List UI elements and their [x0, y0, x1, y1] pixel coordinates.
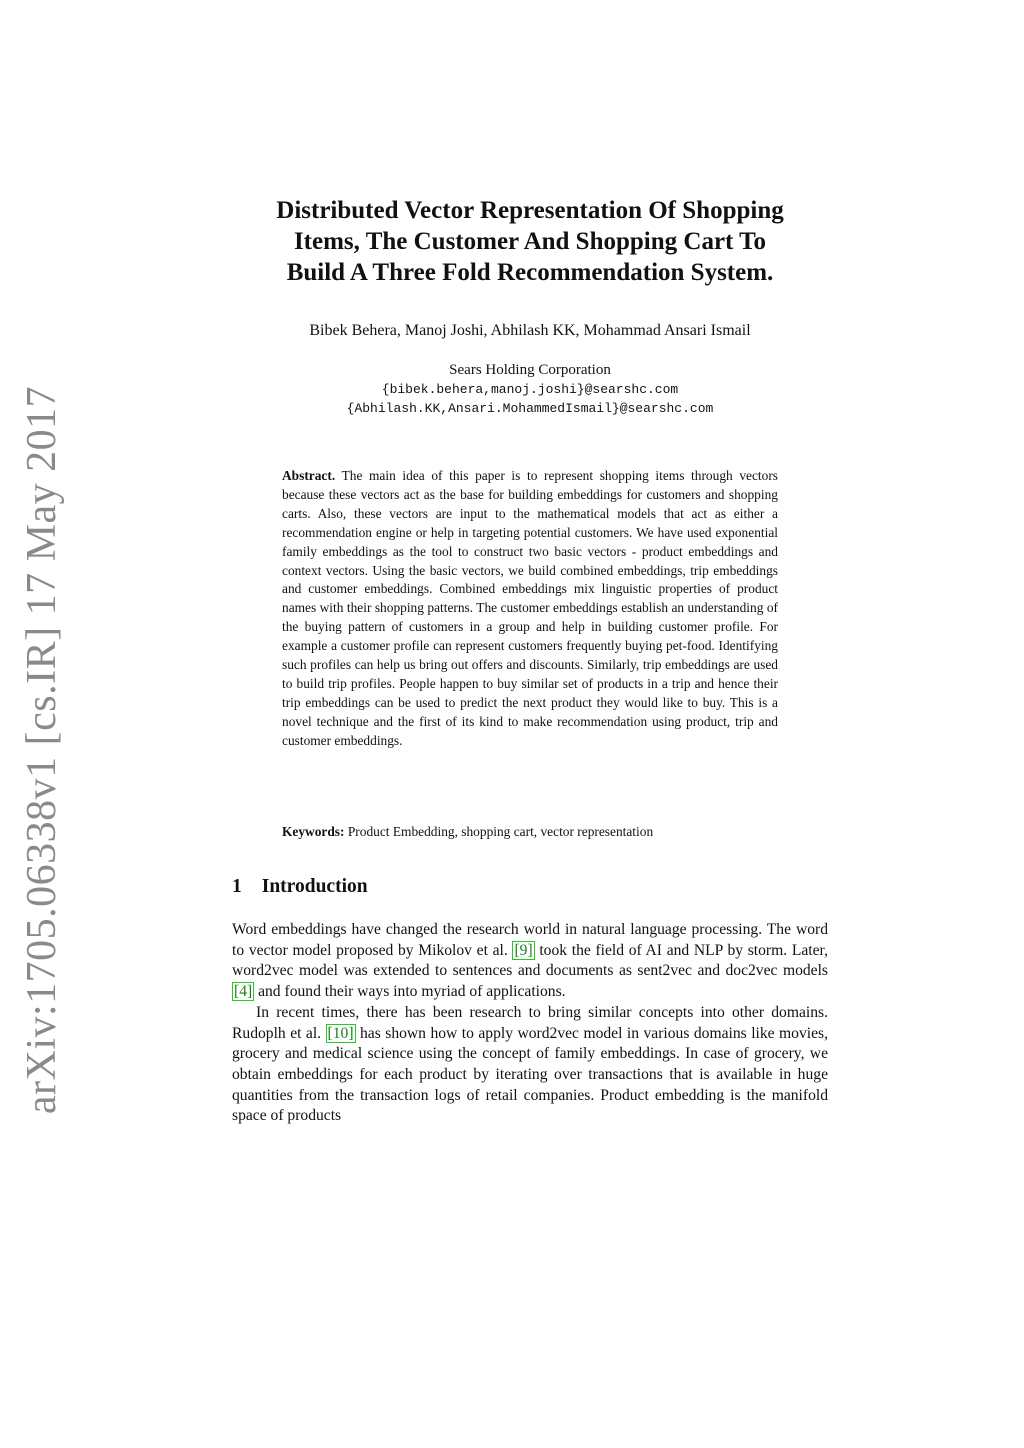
arxiv-identifier-stamp: arXiv:1705.06338v1 [cs.IR] 17 May 2017 [19, 385, 65, 1115]
title-line: Distributed Vector Representation Of Shopping [276, 197, 784, 224]
organization: Sears Holding Corporation [449, 362, 611, 378]
citation-link[interactable]: [10] [327, 1024, 354, 1042]
abstract-text: The main idea of this paper is to represent shopping items through vectors because these vectors act as the base for building embeddings for customers and shopping carts. Also, these vectors are input to the mathematical models that act as either a recommendation engine or help in targeting potential customers. We have used exponential family embeddings as the tool to construct two basic vectors - product embeddings and context vectors. Using the basic vectors, we build combined embeddings, trip embeddings and customer embeddings. Combined embeddings mix linguistic properties of product names with their shopping patterns. The customer embeddings establish an understanding of the buying pattern of customers in a group and help in building customer profile. For example a customer profile can represent customers frequently buying pet-food. Identifying such profiles can help us bring out offers and discounts. Similarly, trip embeddings are used to build trip profiles. People happen to buy similar set of products in a trip and hence their trip embeddings can be used to predict the next product they would like to buy. This is a novel technique and the first of its kind to make recommendation using product, trip and customer embeddings. [282, 468, 778, 748]
paper-title [200, 195, 860, 288]
email-line: {bibek.behera,manoj.joshi}@searshc.com [381, 382, 679, 397]
citation-link[interactable]: [9] [514, 941, 533, 959]
affiliation-block [200, 361, 860, 418]
section-heading [232, 876, 368, 898]
paragraph [232, 1003, 828, 1127]
author-list: Bibek Behera, Manoj Joshi, Abhilash KK, Mohammad Ansari Ismail [309, 322, 751, 339]
paragraph-text: Word embeddings have changed the research world in natural language processing. The word to vector model proposed by Mikolov et al. [232, 921, 828, 959]
introduction-body [232, 920, 828, 1127]
section-number: 1 [232, 876, 242, 897]
section-title: Introduction [261, 876, 368, 897]
keywords-text: Product Embedding, shopping cart, vector representation [347, 824, 654, 839]
title-line: Items, The Customer And Shopping Cart To [293, 228, 767, 255]
paragraph-text: and found their ways into myriad of applications. [254, 983, 566, 1001]
abstract-label: Abstract. [282, 468, 336, 483]
paragraph-text: In recent times, there has been research to bring similar concepts into other domains. Rudoplh et al. [232, 1003, 828, 1042]
paragraph-text: has shown how to apply word2vec model in various domains like movies, grocery and medical science using the concept of family embeddings. In case of grocery, we obtain embeddings for each product by iterating over transactions that is available in huge quantities from the transaction logs of retail companies. Product embedding is the manifold space of products [232, 1024, 828, 1125]
citation-link[interactable]: [4] [234, 983, 253, 1001]
paragraph [232, 920, 828, 1003]
keywords [282, 824, 802, 840]
title-line: Build A Three Fold Recommendation System. [286, 259, 774, 286]
keywords-label: Keywords: [282, 824, 345, 839]
email-line: {Abhilash.KK,Ansari.MohammedIsmail}@searshc.com [346, 401, 714, 416]
paragraph-text: took the field of AI and NLP by storm. Later, word2vec model was extended to sentences and documents as sent2vec and doc2vec models [232, 941, 829, 980]
abstract [282, 467, 778, 751]
